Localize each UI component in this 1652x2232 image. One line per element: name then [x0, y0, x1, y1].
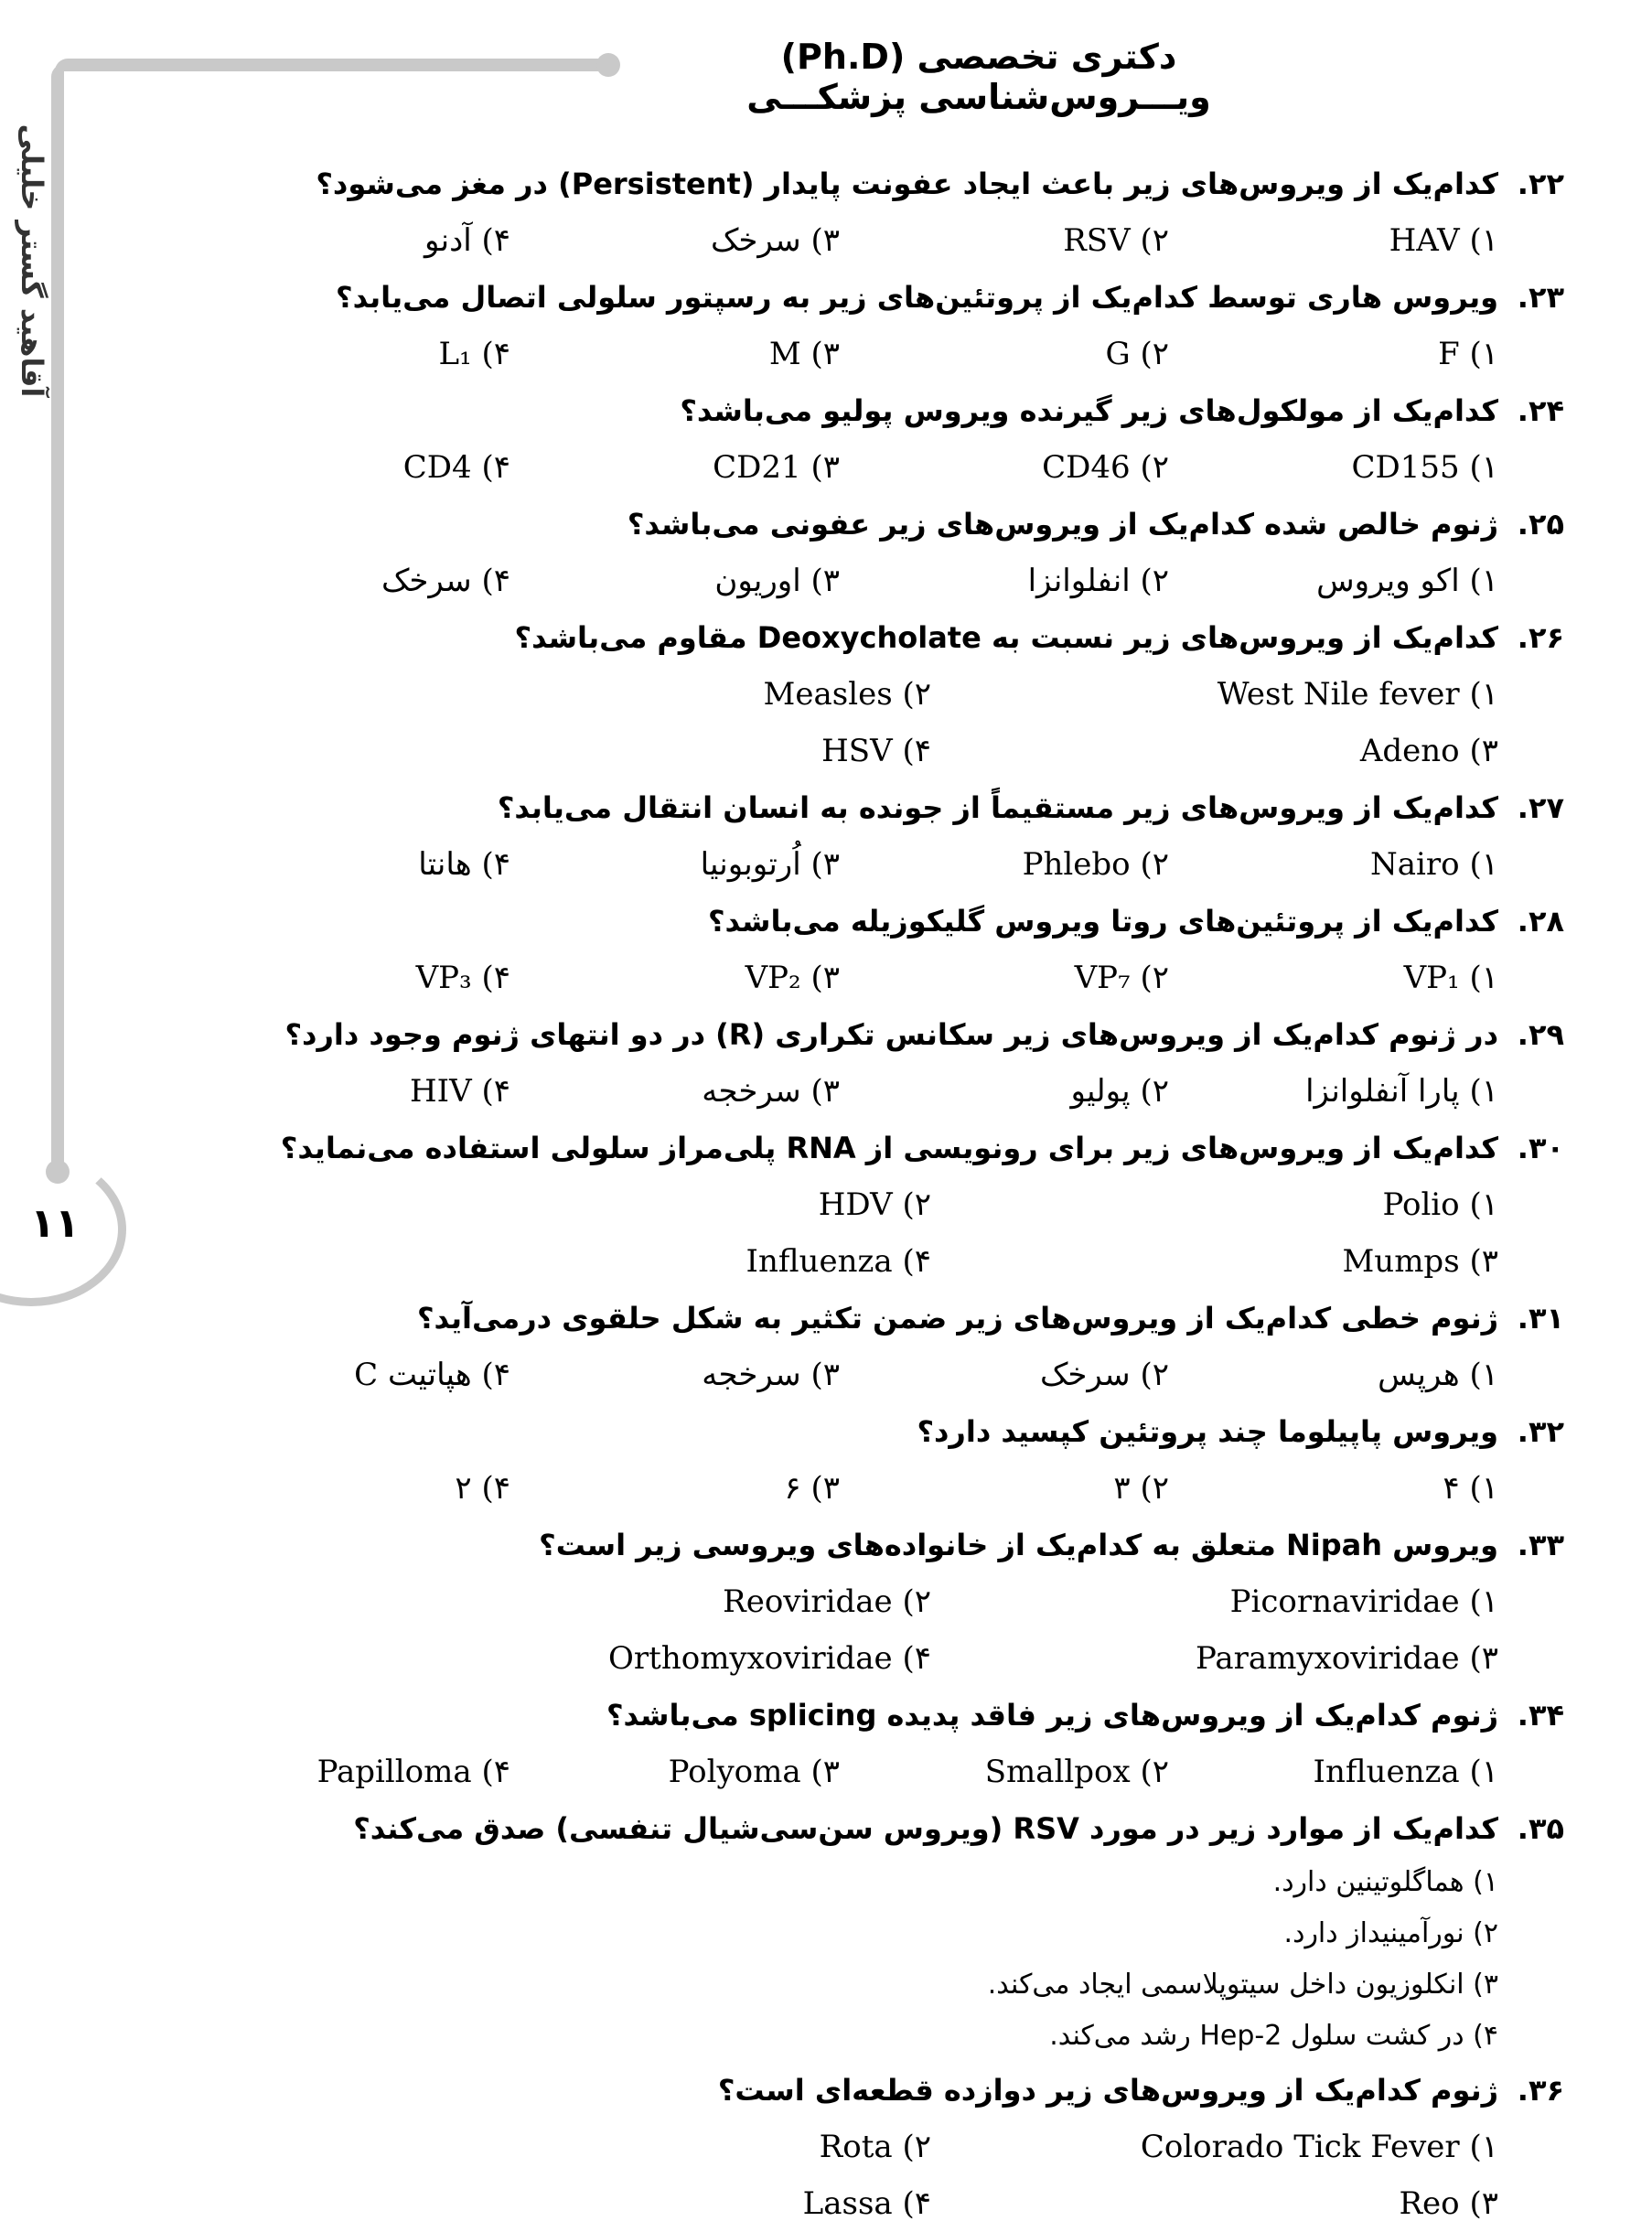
question: [284, 1006, 1564, 1120]
answer-option[interactable]: ۱) HAV: [1389, 222, 1498, 259]
answer-option[interactable]: ۲) Smallpox: [984, 1754, 1169, 1790]
question-stem: [316, 156, 1564, 212]
question-text: ژنوم کدام‌یک از ویروس‌های زیر دوازده قطعه‌ای است؟: [717, 2073, 1498, 2108]
question-stem: [336, 269, 1564, 326]
question: [348, 382, 1564, 496]
question: [348, 1800, 1564, 2062]
options-row: [348, 1347, 1564, 1403]
options-row: [348, 212, 1564, 269]
answer-option[interactable]: ۲) RSV: [1063, 222, 1169, 259]
question-number: ۲۲.: [1517, 166, 1564, 201]
question-list: [280, 156, 1564, 2232]
options-row: [348, 666, 1564, 723]
answer-option[interactable]: ۳) اوریون: [714, 563, 840, 599]
question-stem: [348, 496, 1564, 553]
options-row: [348, 553, 1564, 609]
answer-option[interactable]: ۱) هرپس: [1378, 1357, 1498, 1393]
answer-option[interactable]: ۱) ۴: [1443, 1470, 1498, 1507]
question-stem: [348, 1403, 1564, 1460]
answer-option[interactable]: ۱) پارا آنفلوانزا: [1305, 1073, 1498, 1110]
question-text: ژنوم کدام‌یک از ویروس‌های زیر فاقد پدیده splicing می‌باشد؟: [606, 1698, 1498, 1733]
answer-option[interactable]: ۳) سرخجه: [702, 1357, 840, 1393]
question-number: ۳۰.: [1517, 1131, 1564, 1165]
answer-option[interactable]: ۴) Papilloma: [316, 1754, 510, 1790]
question-stem: [348, 2062, 1564, 2119]
page-title: دکتری تخصصی (Ph.D) ویـــروس‌شناسی پزشکـــی: [746, 37, 1211, 117]
answer-option[interactable]: ۳) M: [768, 336, 840, 372]
options-row: [348, 1573, 1564, 1630]
question-number: ۲۸.: [1517, 904, 1564, 939]
answer-option[interactable]: ۳) Adeno: [1359, 733, 1498, 769]
answer-option[interactable]: ۲) ۳: [1113, 1470, 1169, 1507]
question-text: کدام‌یک از ویروس‌های زیر برای رونویسی از RNA پلی‌مراز سلولی استفاده می‌نماید؟: [280, 1131, 1498, 1165]
question-text: کدام‌یک از موارد زیر در مورد RSV (ویروس سن‌سی‌شیال تنفسی) صدق می‌کند؟: [353, 1811, 1498, 1846]
answer-option[interactable]: ۲) Rota: [819, 2129, 931, 2165]
question-number: ۳۵.: [1517, 1811, 1564, 1846]
question-stem: [348, 779, 1564, 836]
page-number: ۱۱: [30, 1200, 80, 1247]
answer-option[interactable]: ۲) سرخک: [1039, 1357, 1169, 1393]
question-stem: [348, 609, 1564, 666]
answer-option[interactable]: ۲) نورآمینیداز دارد.: [1283, 1917, 1498, 1949]
answer-option[interactable]: ۲) G: [1105, 336, 1169, 372]
answer-option[interactable]: ۴) سرخک: [381, 563, 510, 599]
question-number: ۳۲.: [1517, 1414, 1564, 1449]
options-row: [348, 1063, 1564, 1120]
answer-option[interactable]: ۱) هماگلوتینین دارد.: [1272, 1866, 1498, 1898]
question-text: ویروس Nipah متعلق به کدام‌یک از خانواده‌های ویروسی زیر است؟: [539, 1528, 1498, 1562]
answer-option[interactable]: ۱) Influenza: [1313, 1754, 1498, 1790]
answer-option[interactable]: ۴) HIV: [410, 1073, 510, 1110]
question-stem: [284, 1006, 1564, 1063]
question: [348, 609, 1564, 779]
answer-option[interactable]: ۱) Polio: [1382, 1186, 1498, 1223]
question-text: کدام‌یک از ویروس‌های زیر باعث ایجاد عفونت پایدار (Persistent) در مغز می‌شود؟: [316, 166, 1498, 201]
question-text: ویروس پاپیلوما چند پروتئین کپسید دارد؟: [917, 1414, 1498, 1449]
question-number: ۳۶.: [1517, 2073, 1564, 2108]
question: [348, 1517, 1564, 1687]
answer-option[interactable]: ۳) ۶: [784, 1470, 840, 1507]
question-text: ژنوم خطی کدام‌یک از ویروس‌های زیر ضمن تکثیر به شکل حلقوی درمی‌آید؟: [416, 1301, 1498, 1336]
question-stem: [348, 1517, 1564, 1573]
options-row: [348, 836, 1564, 893]
answer-option[interactable]: ۲) HDV: [818, 1186, 931, 1223]
question-text: کدام‌یک از مولکول‌های زیر گیرنده ویروس پولیو می‌باشد؟: [680, 393, 1498, 428]
options-row: [348, 950, 1564, 1006]
answer-option[interactable]: ۲) انفلوانزا: [1027, 563, 1169, 599]
answer-option[interactable]: ۳) Mumps: [1342, 1243, 1498, 1280]
options-row: [348, 1460, 1564, 1517]
question-text: کدام‌یک از ویروس‌های زیر مستقیماً از جونده به انسان انتقال می‌یابد؟: [497, 790, 1498, 825]
header-rail-dot: [596, 53, 620, 77]
answer-option[interactable]: ۳) Paramyxoviridae: [1196, 1640, 1498, 1677]
answer-option[interactable]: ۴) ۲: [455, 1470, 510, 1507]
answer-option[interactable]: ۴) در کشت سلول Hep-2 رشد می‌کند.: [1049, 2020, 1498, 2052]
answer-option[interactable]: ۲) VP₇: [1074, 960, 1169, 996]
answer-option[interactable]: ۳) انکلوزیون داخل سیتوپلاسمی ایجاد می‌کند.: [987, 1969, 1498, 2001]
question-text: در ژنوم کدام‌یک از ویروس‌های زیر سکانس تکراری (R) در دو انتهای ژنوم وجود دارد؟: [284, 1017, 1498, 1052]
question-stem: [348, 1290, 1564, 1347]
question: [348, 893, 1564, 1006]
question-number: ۳۴.: [1517, 1698, 1564, 1733]
question: [348, 1290, 1564, 1403]
answer-option[interactable]: ۱) Colorado Tick Fever: [1140, 2129, 1498, 2165]
question: [348, 496, 1564, 609]
question: [348, 779, 1564, 893]
options-row: [348, 439, 1564, 496]
answer-option[interactable]: ۳) CD21: [713, 449, 840, 486]
answer-option[interactable]: ۲) Measles: [763, 676, 931, 713]
answer-option[interactable]: ۲) CD46: [1042, 449, 1169, 486]
options-row: [348, 2119, 1564, 2175]
question-number: ۲۳.: [1517, 280, 1564, 315]
question-text: ویروس هاری توسط کدام‌یک از پروتئین‌های زیر به رسپتور سلولی اتصال می‌یابد؟: [336, 280, 1498, 315]
answer-option[interactable]: ۴) Lassa: [802, 2185, 931, 2222]
answer-option[interactable]: ۳) سرخک: [710, 222, 840, 259]
side-brand-text: آقاهید گستر خلیلی: [15, 123, 49, 398]
question: [348, 2062, 1564, 2232]
question-stem: [348, 893, 1564, 950]
answer-option[interactable]: ۲) پولیو: [1070, 1073, 1169, 1110]
answer-option[interactable]: ۴) HSV: [821, 733, 931, 769]
question: [336, 269, 1564, 382]
answer-option[interactable]: ۱) CD155: [1351, 449, 1498, 486]
options-row: [348, 723, 1564, 779]
question-number: ۳۱.: [1517, 1301, 1564, 1336]
answer-option[interactable]: ۴) Influenza: [746, 1243, 931, 1280]
question: [348, 1403, 1564, 1517]
answer-option[interactable]: ۱) VP₁: [1403, 960, 1498, 996]
question: [316, 1687, 1564, 1800]
question-text: کدام‌یک از ویروس‌های زیر نسبت به Deoxycholate مقاوم می‌باشد؟: [514, 620, 1498, 655]
question-number: ۳۳.: [1517, 1528, 1564, 1562]
question-stem: [280, 1120, 1564, 1176]
answer-option[interactable]: ۴) VP₃: [415, 960, 510, 996]
answer-option[interactable]: ۳) Reo: [1399, 2185, 1498, 2222]
question-number: ۲۹.: [1517, 1017, 1564, 1052]
answer-option[interactable]: ۴) Orthomyxoviridae: [608, 1640, 931, 1677]
answer-option[interactable]: ۳) Polyoma: [668, 1754, 840, 1790]
answer-option[interactable]: ۱) Picornaviridae: [1229, 1583, 1498, 1620]
question-text: ژنوم خالص شده کدام‌یک از ویروس‌های زیر عفونی می‌باشد؟: [627, 507, 1498, 542]
answer-option[interactable]: ۴) هانتا: [418, 846, 510, 883]
answer-option[interactable]: ۲) Reoviridae: [723, 1583, 931, 1620]
answer-option[interactable]: ۳) سرخجه: [702, 1073, 840, 1110]
question: [316, 156, 1564, 269]
side-brand: [0, 110, 64, 412]
question-stem: [348, 1800, 1564, 1857]
options-row: [316, 1744, 1564, 1800]
options-row: [348, 2175, 1564, 2232]
answer-option[interactable]: ۴) آدنو: [424, 222, 510, 259]
answer-option[interactable]: ۱) F: [1438, 336, 1498, 372]
options-row: [348, 1630, 1564, 1687]
question-number: ۲۴.: [1517, 393, 1564, 428]
question: [280, 1120, 1564, 1290]
answer-option[interactable]: ۴) هپاتیت C: [354, 1357, 510, 1393]
header-rail-top: [55, 59, 613, 71]
question-stem: [348, 1687, 1564, 1744]
question-number: ۲۵.: [1517, 507, 1564, 542]
answer-option[interactable]: ۲) Phlebo: [1022, 846, 1169, 883]
answer-option[interactable]: ۳) VP₂: [745, 960, 840, 996]
options-row: [348, 1176, 1564, 1233]
question-number: ۲۷.: [1517, 790, 1564, 825]
options-row: [348, 326, 1564, 382]
question-stem: [348, 382, 1564, 439]
answer-option[interactable]: ۱) اکو ویروس: [1316, 563, 1498, 599]
answer-option[interactable]: ۳) اُرتوبونیا: [700, 846, 840, 883]
answer-option[interactable]: ۴) CD4: [402, 449, 510, 486]
answer-option[interactable]: ۱) West Nile fever: [1217, 676, 1498, 713]
options-row: [348, 1233, 1564, 1290]
question-number: ۲۶.: [1517, 620, 1564, 655]
answer-option[interactable]: ۴) L₁: [438, 336, 510, 372]
answer-option[interactable]: ۱) Nairo: [1370, 846, 1498, 883]
question-text: کدام‌یک از پروتئین‌های روتا ویروس گلیکوزیله می‌باشد؟: [707, 904, 1498, 939]
